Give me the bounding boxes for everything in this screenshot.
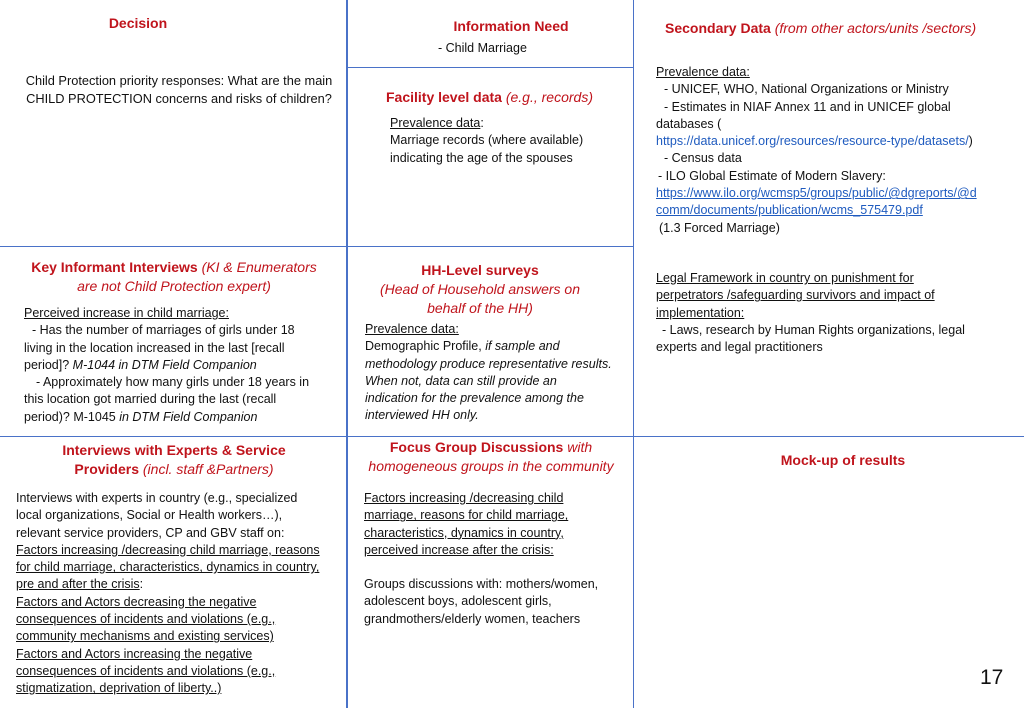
facility-title-italic: (e.g., records) [501,89,593,105]
facility-title [386,88,626,107]
hh-line-italic: if sample and [485,339,560,354]
experts-title-line2: Providers [74,461,143,477]
ki-line: this location got married during the last (recall [24,392,277,407]
experts-line: Factors and Actors decreasing the negative [16,594,257,609]
vertical-divider-right [633,0,634,708]
hh-prevalence-label: Prevalence data: [365,322,459,336]
experts-line: pre and after the crisis [16,577,140,592]
hh-subtitle: behalf of the HH) [427,300,533,316]
experts-body [16,490,344,698]
legal-line: Legal Framework in country on punishment for [656,271,914,285]
hh-line: indication for the prevalence among the [365,391,584,406]
legal-line: experts and legal practitioners [656,340,823,355]
legal-line: perpetrators /safeguarding survivors and impact of [656,288,935,303]
secondary-line: - Census data [664,151,742,166]
fgd-line: perceived increase after the crisis: [364,542,554,557]
hh-line: Demographic Profile, [365,339,486,354]
ki-title-bold: Key Informant Interviews [31,259,198,275]
ki-ref: M-1044 in DTM Field Companion [69,357,257,372]
experts-line: consequences of incidents and violations (e.g., [16,663,276,678]
fgd-line: Groups discussions with: mothers/women, [364,577,599,592]
legal-line: implementation: [656,305,745,320]
experts-line: consequences of incidents and violations (e.g., [16,612,276,627]
fgd-line: Factors increasing /decreasing child [364,491,564,505]
ki-line: period]? [24,357,70,372]
experts-title-line1: Interviews with Experts & Service [62,442,286,458]
experts-line: Interviews with experts in country (e.g., specialized [16,491,298,505]
ki-line: - Has the number of marriages of girls under 18 [32,323,295,338]
experts-line: Factors and Actors increasing the negative [16,646,253,661]
fgd-line: characteristics, dynamics in country, [364,525,564,540]
ki-title-line2: are not Child Protection expert) [77,278,271,294]
experts-title [14,441,334,479]
hh-title [360,261,600,318]
unicef-datasets-link[interactable]: https://data.unicef.org/resources/resource-type/datasets/ [656,134,969,149]
fgd-line: grandmothers/elderly women, teachers [364,611,581,626]
facility-body [390,115,630,167]
facility-title-bold: Facility level data [386,89,502,105]
fgd-line: marriage, reasons for child marriage, [364,508,569,523]
ki-line: period)? M-1045 [24,409,116,424]
decision-title: Decision [108,15,168,31]
experts-title-italic: (incl. staff &Partners) [142,461,274,477]
legal-framework [656,270,1022,356]
ki-title-italic: (KI & Enumerators [197,259,317,275]
secondary-title-italic: (from other actors/units /sectors) [770,20,977,36]
ki-line: - Approximately how many girls under 18 years in [36,375,310,390]
experts-line: Factors increasing /decreasing child marriage, reasons [16,542,320,557]
secondary-prevalence-label: Prevalence data: [656,65,750,79]
ki-ref: in DTM Field Companion [115,409,258,424]
facility-prevalence-label: Prevalence data [390,116,481,130]
facility-line: indicating the age of the spouses [390,150,573,165]
facility-prevalence-colon: : [480,116,484,130]
fgd-body [364,490,630,628]
horizontal-divider-row2 [0,436,1024,437]
information-need-item: - Child Marriage [438,41,527,55]
secondary-title [665,19,1020,38]
secondary-line: - Estimates in NIAF Annex 11 and in UNICEF global [664,99,951,114]
ki-body [24,305,342,426]
secondary-line: - ILO Global Estimate of Modern Slavery: [658,168,886,183]
hh-line: methodology produce representative results. [365,356,612,371]
ki-prevalence-label: Perceived increase in child marriage: [24,306,229,320]
mockup-title: Mock-up of results [780,452,906,468]
secondary-title-bold: Secondary Data [665,20,771,36]
hh-body [365,321,631,425]
hh-line: interviewed HH only. [365,408,479,423]
hh-subtitle: (Head of Household answers on [379,281,580,297]
horizontal-divider-row1 [0,246,634,247]
experts-line: community mechanisms and existing services) [16,629,274,644]
horizontal-divider-top-middle [348,67,633,68]
fgd-spacer [364,559,630,576]
decision-text: Child Protection priority responses: What are the main CHILD PROTECTION concerns and risks of children? [25,73,333,106]
experts-line: relevant service providers, CP and GBV staff on: [16,525,285,540]
secondary-line: - UNICEF, WHO, National Organizations or Ministry [664,82,949,97]
fgd-title-italic: with [563,439,593,455]
secondary-line: databases ( [656,116,722,131]
experts-line: stigmatization, deprivation of liberty..) [16,681,222,696]
legal-line: - Laws, research by Human Rights organizations, legal [662,322,965,337]
hh-title-bold: HH-Level surveys [421,262,539,278]
fgd-line: adolescent boys, adolescent girls, [364,594,552,609]
fgd-title-bold: Focus Group Discussions [389,439,564,455]
fgd-title [356,438,626,476]
ilo-report-link-cont[interactable]: comm/documents/publication/wcms_575479.pdf [656,203,923,218]
fgd-title-line2: homogeneous groups in the community [368,458,614,474]
experts-line: for child marriage, characteristics, dynamics in country, [16,560,320,575]
hh-line: When not, data can still provide an [365,373,557,388]
ki-title [14,258,334,296]
secondary-paren: ) [968,134,973,149]
page-number: 17 [980,666,1004,689]
secondary-body [656,64,1022,237]
vertical-divider-left [346,0,348,708]
secondary-line: (1.3 Forced Marriage) [659,220,780,235]
facility-line: Marriage records (where available) [390,133,584,148]
ilo-report-link[interactable]: https://www.ilo.org/wcmsp5/groups/public/@dgreports/@d [656,186,977,201]
experts-colon: : [139,577,144,592]
experts-line: local organizations, Social or Health workers…), [16,508,283,523]
information-need-title: Information Need [453,18,569,34]
ki-line: living in the location increased in the last [recall [24,340,285,355]
